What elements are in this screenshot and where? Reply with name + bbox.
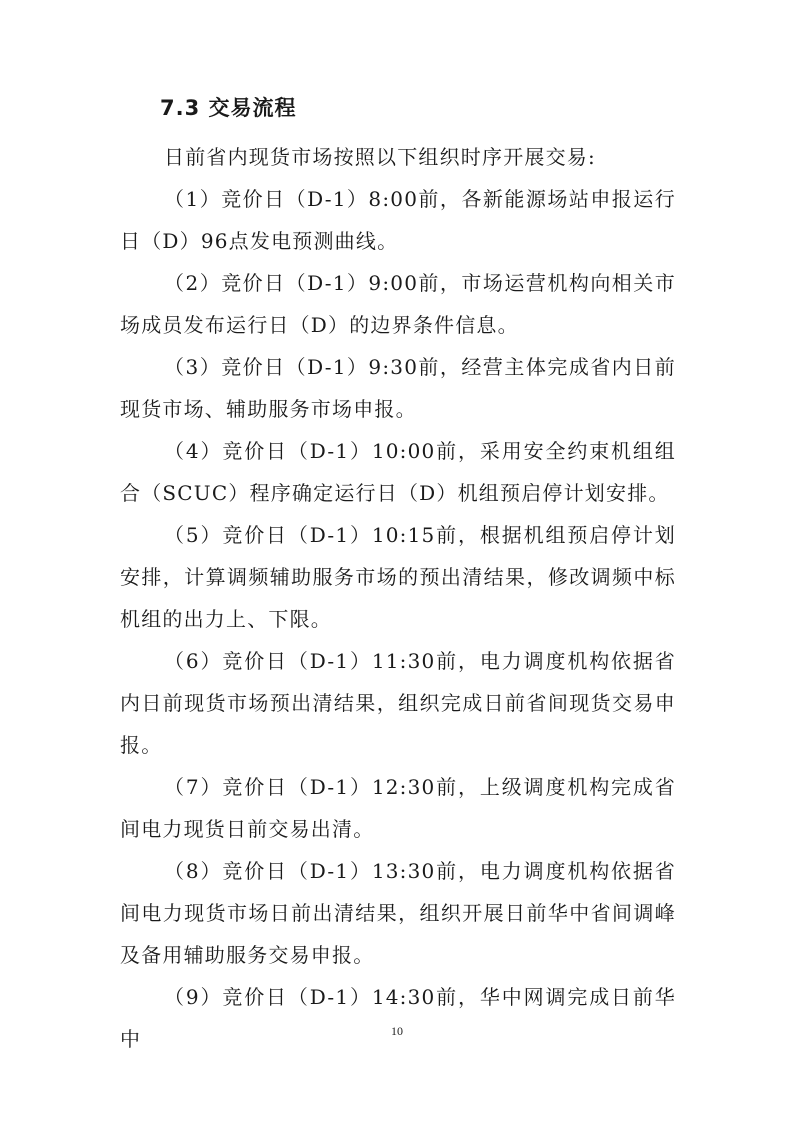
step-8-paragraph: （8）竞价日（D-1）13:30前，电力调度机构依据省间电力现货市场日前出清结果，组织开展日前华中省间调峰及备用辅助服务交易申报。: [120, 859, 676, 967]
step-7-paragraph: （7）竞价日（D-1）12:30前，上级调度机构完成省间电力现货日前交易出清。: [120, 775, 676, 841]
step-2-paragraph: （2）竞价日（D-1）9:00前，市场运营机构向相关市场成员发布运行日（D）的边界条件信息。: [120, 271, 676, 337]
step-5-paragraph: （5）竞价日（D-1）10:15前，根据机组预启停计划安排，计算调频辅助服务市场的预出清结果，修改调频中标机组的出力上、下限。: [120, 523, 676, 631]
page-number: 10: [391, 1024, 403, 1038]
step-3-paragraph: （3）竞价日（D-1）9:30前，经营主体完成省内日前现货市场、辅助服务市场申报。: [120, 355, 676, 421]
document-body: [120, 136, 676, 1060]
step-6-paragraph: （6）竞价日（D-1）11:30前，电力调度机构依据省内日前现货市场预出清结果，组织完成日前省间现货交易申报。: [120, 649, 676, 757]
step-9-paragraph: （9）竞价日（D-1）14:30前，华中网调完成日前华中: [120, 985, 676, 1051]
section-heading: 7.3 交易流程: [160, 96, 297, 120]
step-4-paragraph: （4）竞价日（D-1）10:00前，采用安全约束机组组合（SCUC）程序确定运行日（D）机组预启停计划安排。: [120, 439, 676, 505]
step-1-paragraph: （1）竞价日（D-1）8:00前，各新能源场站申报运行日（D）96点发电预测曲线。: [120, 187, 676, 253]
intro-paragraph: 日前省内现货市场按照以下组织时序开展交易:: [164, 145, 596, 169]
